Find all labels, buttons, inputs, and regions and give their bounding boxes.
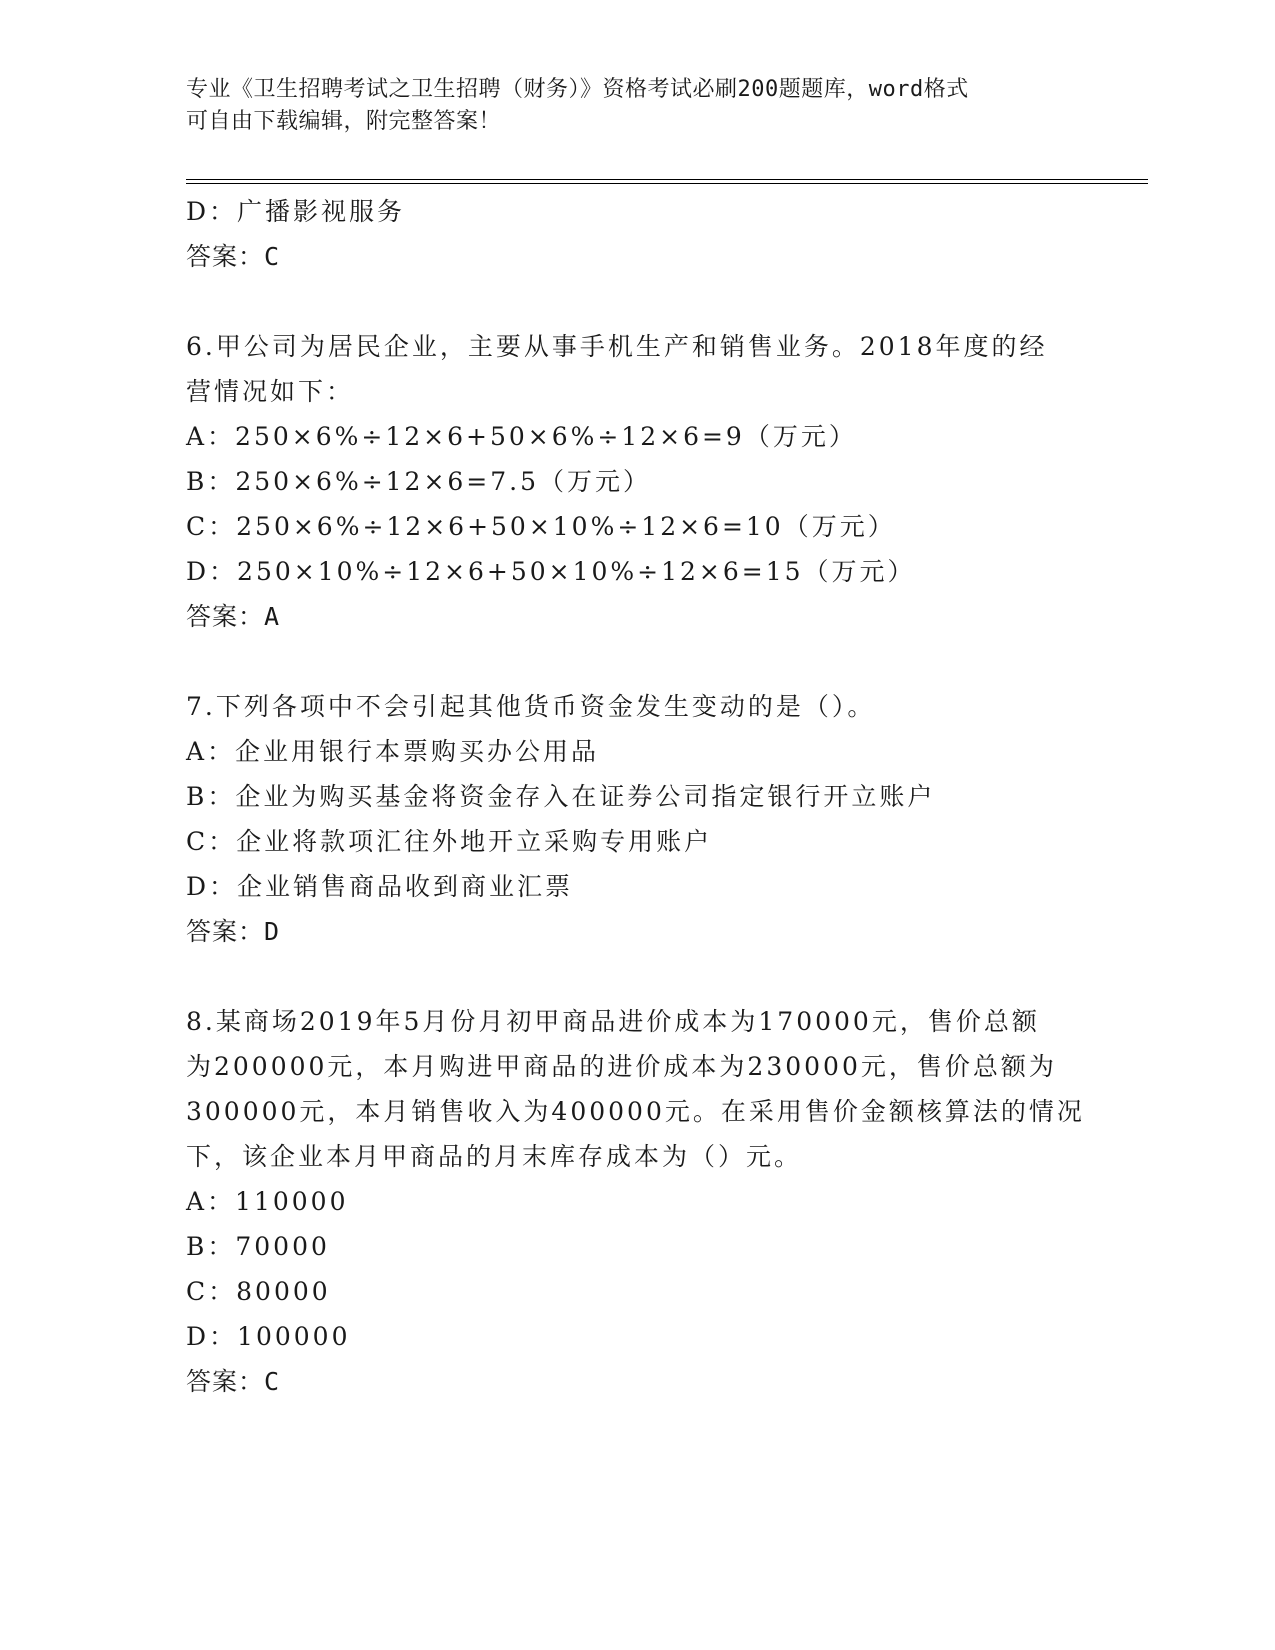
question-list — [186, 189, 1106, 1404]
header-divider-top — [186, 179, 1148, 180]
option-c: C：250×6%÷12×6+50×10%÷12×6=10（万元） — [186, 512, 896, 541]
option-b: B：企业为购买基金将资金存入在证券公司指定银行开立账户 — [186, 782, 936, 811]
page-header — [186, 74, 1066, 138]
answer: 答案：D — [186, 917, 281, 946]
answer: 答案：A — [186, 602, 281, 631]
option-c: C：企业将款项汇往外地开立采购专用账户 — [186, 827, 713, 856]
option-d: D：100000 — [186, 1322, 351, 1351]
option-a: A：110000 — [186, 1187, 349, 1216]
question-stem-line-2: 营情况如下： — [186, 377, 355, 406]
answer: 答案：C — [186, 1367, 281, 1396]
question-6 — [186, 324, 1106, 639]
question-8 — [186, 999, 1106, 1404]
header-line-2: 可自由下载编辑，附完整答案！ — [186, 109, 502, 134]
option-d: D：广播影视服务 — [186, 197, 406, 226]
answer: 答案：C — [186, 242, 281, 271]
question-stem-line-1: 8.某商场2019年5月份月初甲商品进价成本为170000元，售价总额 — [186, 1007, 1040, 1036]
option-d: D：企业销售商品收到商业汇票 — [186, 872, 574, 901]
header-divider-bottom — [186, 183, 1148, 184]
option-b: B：70000 — [186, 1232, 330, 1261]
option-a: A：企业用银行本票购买办公用品 — [186, 737, 600, 766]
option-a: A：250×6%÷12×6+50×6%÷12×6=9（万元） — [186, 422, 857, 451]
question-stem: 7.下列各项中不会引起其他货币资金发生变动的是（）。 — [186, 692, 876, 721]
option-d: D：250×10%÷12×6+50×10%÷12×6=15（万元） — [186, 557, 916, 586]
question-stem-line-4: 下，该企业本月甲商品的月末库存成本为（）元。 — [186, 1142, 803, 1171]
question-stem-line-2: 为200000元，本月购进甲商品的进价成本为230000元，售价总额为 — [186, 1052, 1057, 1081]
header-line-1: 专业《卫生招聘考试之卫生招聘（财务）》资格考试必刷200题题库，word格式 — [186, 77, 969, 102]
question-5 — [186, 189, 1106, 279]
option-c: C：80000 — [186, 1277, 331, 1306]
question-7 — [186, 684, 1106, 954]
option-b: B：250×6%÷12×6=7.5（万元） — [186, 467, 652, 496]
question-stem-line-3: 300000元，本月销售收入为400000元。在采用售价金额核算法的情况 — [186, 1097, 1085, 1126]
question-stem-line-1: 6.甲公司为居民企业，主要从事手机生产和销售业务。2018年度的经 — [186, 332, 1048, 361]
